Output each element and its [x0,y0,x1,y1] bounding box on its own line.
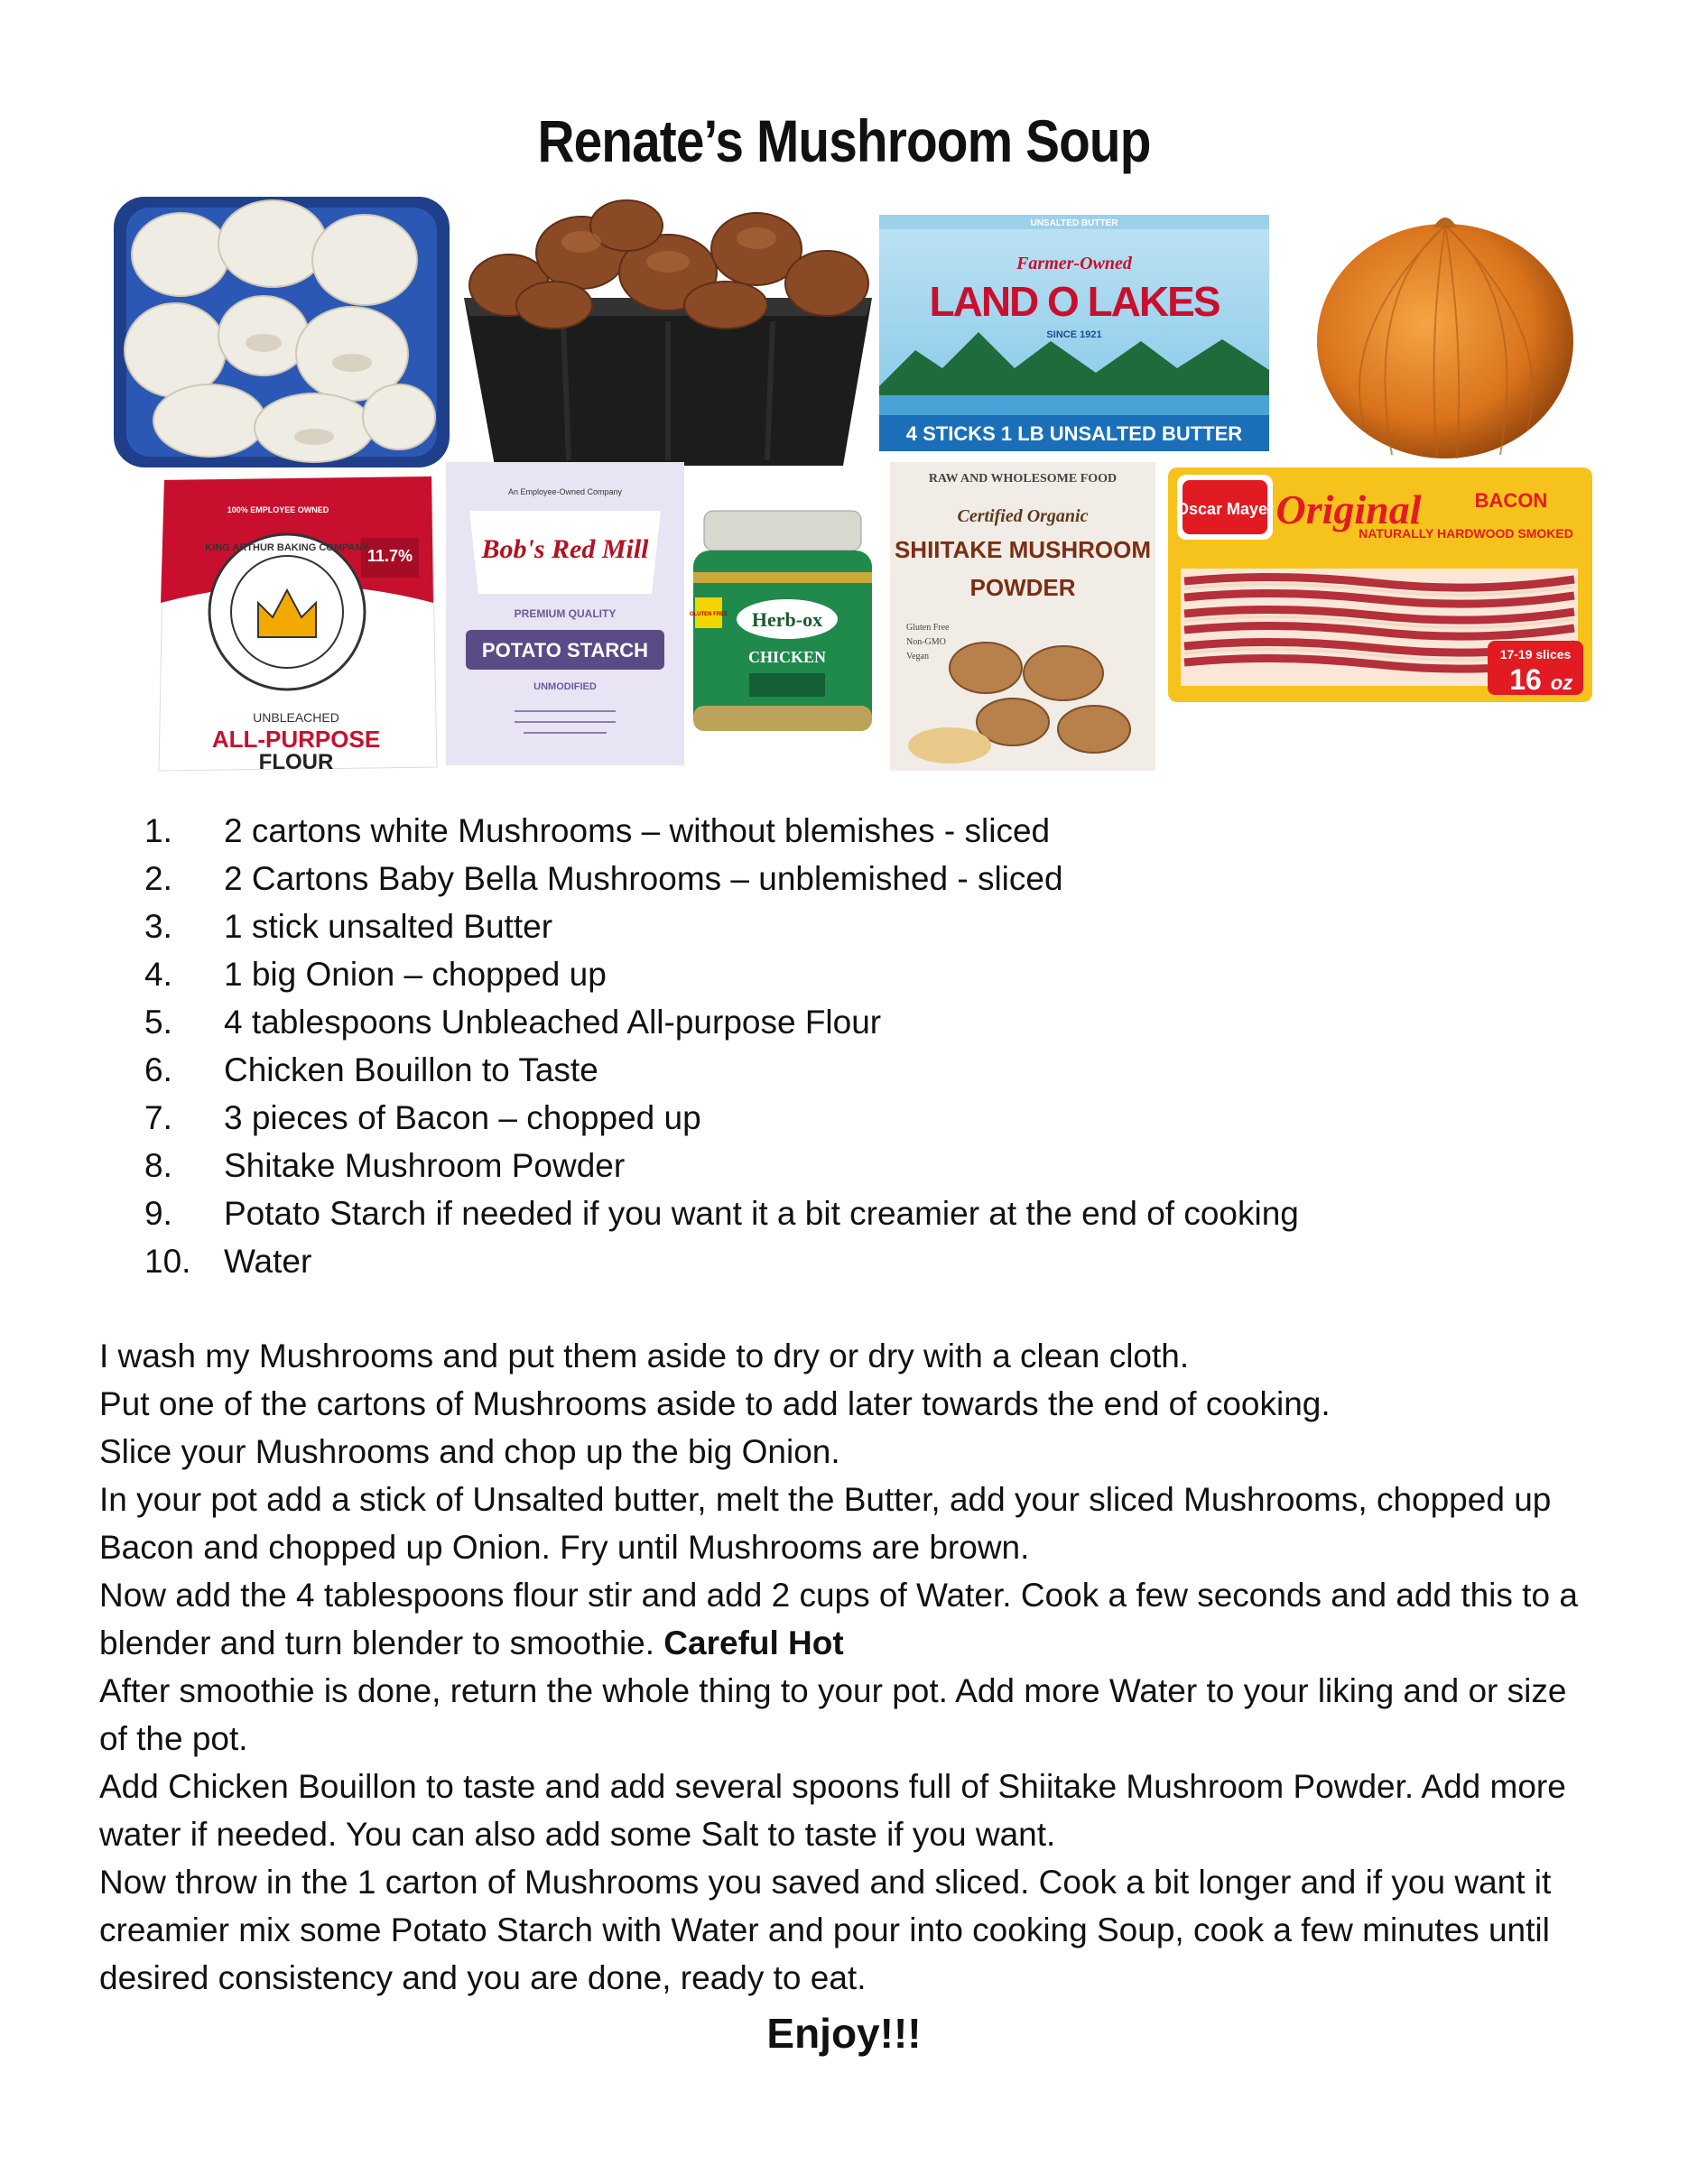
list-text: 2 cartons white Mushrooms – without blemishes - sliced [224,812,1051,849]
onion-photo [1302,204,1589,466]
starch-name: POTATO STARCH [481,639,649,662]
flour-line1: UNBLEACHED [253,710,339,725]
starch-quality: PREMIUM QUALITY [514,607,617,620]
list-item [144,1189,1299,1237]
butter-box-photo [879,215,1269,451]
flour-badge: 11.7% [366,547,413,565]
list-number: 4. [144,956,172,993]
instruction-paragraph: In your pot add a stick of Unsalted butter, melt the Butter, add your sliced Mushrooms, chopped up Bacon and chopped up Onion. Fry until Mushrooms are brown. [99,1481,1552,1566]
instruction-paragraph: Put one of the cartons of Mushrooms aside to add later towards the end of cooking. [99,1385,1331,1422]
list-number: 7. [144,1099,172,1136]
instruction-paragraph: I wash my Mushrooms and put them aside to dry or dry with a clean cloth. [99,1337,1190,1374]
butter-brand: LAND O LAKES [929,278,1220,325]
list-text: Water [224,1243,312,1280]
warning-text: Careful Hot [663,1624,844,1661]
list-number: 2. [144,860,172,897]
instruction-paragraph [99,1571,1598,1667]
list-item [144,1046,1299,1094]
list-number: 1. [144,812,172,849]
potato-starch-bag-photo [442,458,688,769]
bacon-sub: NATURALLY HARDWOOD SMOKED [1359,526,1573,541]
flour-line2: ALL-PURPOSE [211,726,381,753]
butter-bottom-label: 4 STICKS 1 LB UNSALTED BUTTER [905,422,1243,445]
instruction-text: Now add the 4 tablespoons flour stir and add 2 cups of Water. Cook a few seconds and add this to a blender and turn blender to smoothie. [99,1577,1578,1661]
list-text: 1 stick unsalted Butter [224,908,553,945]
starch-top-label: An Employee-Owned Company [507,487,623,496]
flour-top-label: 100% EMPLOYEE OWNED [227,505,329,514]
shiitake-line1: Certified Organic [957,506,1089,526]
bacon-weight: 16 [1509,663,1542,696]
list-number: 5. [144,1004,172,1041]
shiitake-bullet-1: Gluten Free [906,623,950,633]
flour-bag-photo [152,467,444,774]
bacon-brand: Oscar Mayer [1175,500,1275,518]
closing-text: Enjoy!!! [766,2010,922,2057]
baby-bella-mushrooms-photo [455,199,881,469]
list-text: 4 tablespoons Unbleached All-purpose Flour [224,1004,882,1041]
list-text: 3 pieces of Bacon – chopped up [224,1099,701,1136]
list-number: 9. [144,1195,172,1232]
shiitake-line3: POWDER [969,574,1076,601]
butter-since: SINCE 1921 [1046,329,1102,340]
white-mushrooms-photo [110,191,455,473]
instruction-paragraph: After smoothie is done, return the whole thing to your pot. Add more Water to your liking and or size of the pot. [99,1672,1567,1757]
bacon-kind: BACON [1474,489,1548,512]
instruction-paragraph: Slice your Mushrooms and chop up the big Onion. [99,1433,840,1470]
instruction-paragraph: Now throw in the 1 carton of Mushrooms you saved and sliced. Cook a bit longer and if you want it creamier mix some Potato Starch with Water and pour into cooking Soup, cook a few minutes until desired consistency and you are done, ready to eat. [99,1864,1552,1996]
shiitake-top-label: RAW AND WHOLESOME FOOD [928,472,1118,486]
flour-ring-label: KING ARTHUR BAKING COMPANY [205,542,369,553]
starch-brand: Bob's Red Mill [481,534,649,564]
shiitake-powder-bag-photo [886,458,1159,774]
instruction-paragraph: Add Chicken Bouillon to taste and add several spoons full of Shiitake Mushroom Powder. Add more water if needed. You can also add some Salt to taste if you want. [99,1768,1566,1853]
list-item [144,902,1299,950]
starch-sub: UNMODIFIED [533,681,597,692]
bacon-package-photo [1168,467,1592,702]
shiitake-bullet-3: Vegan [906,652,929,662]
list-item [144,998,1299,1046]
list-item [144,1237,1299,1285]
ingredients-list [144,807,1299,1285]
list-text: 2 Cartons Baby Bella Mushrooms – unblemished - sliced [224,860,1063,897]
bacon-unit: oz [1550,671,1573,694]
chicken-bouillon-jar-photo [686,507,879,735]
butter-brand-line: Farmer-Owned [1016,254,1132,273]
list-number: 8. [144,1147,172,1184]
list-text: Potato Starch if needed if you want it a bit creamier at the end of cooking [224,1195,1299,1232]
list-number: 10. [144,1243,191,1280]
herbox-name: CHICKEN [747,648,827,666]
list-item [144,855,1299,902]
shiitake-line2: SHIITAKE MUSHROOM [894,536,1152,563]
list-number: 3. [144,908,172,945]
list-text: Shitake Mushroom Powder [224,1147,626,1184]
butter-top-label: UNSALTED BUTTER [1030,218,1118,228]
herbox-brand: Herb-ox [751,608,823,631]
bacon-slices: 17-19 slices [1499,647,1572,662]
bacon-name: Original [1275,486,1422,532]
instructions [99,1332,1598,2002]
shiitake-bullet-2: Non-GMO [906,637,946,647]
list-item [144,1094,1299,1142]
list-text: 1 big Onion – chopped up [224,956,607,993]
list-item [144,950,1299,998]
herbox-tag: GLUTEN FREE [689,612,728,617]
list-item [144,1142,1299,1189]
flour-line3: FLOUR [258,750,334,774]
list-number: 6. [144,1051,172,1088]
list-text: Chicken Bouillon to Taste [224,1051,598,1088]
list-item [144,807,1299,855]
page-title: Renate’s Mushroom Soup [537,107,1151,174]
